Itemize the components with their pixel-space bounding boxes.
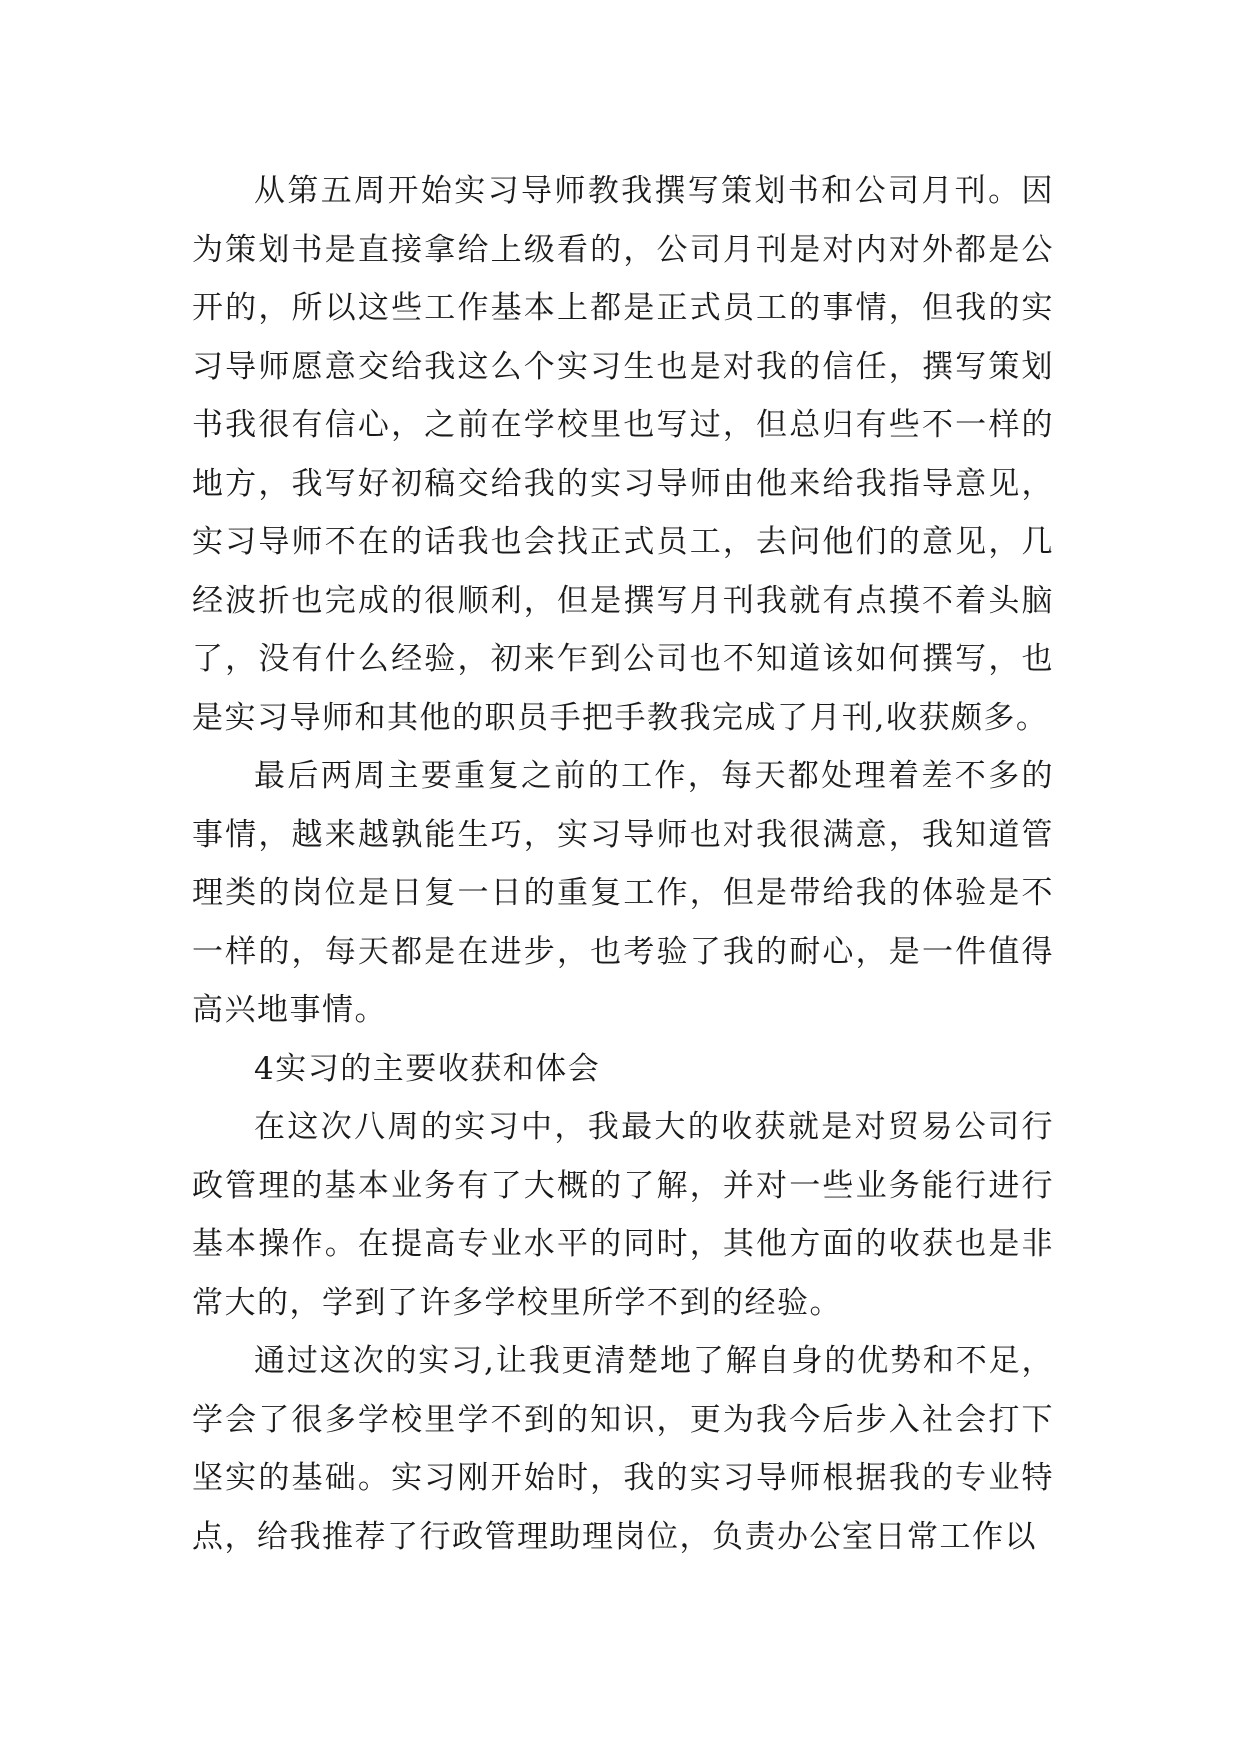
paragraph-last-two-weeks: 最后两周主要重复之前的工作，每天都处理着差不多的事情，越来越孰能生巧，实习导师也对我很满意，我知道管理类的岗位是日复一日的重复工作，但是带给我的体验是不一样的，每天都是在进步，也考验了我的耐心，是一件值得高兴地事情。 (192, 758, 1054, 1028)
section-heading-gains: 4实习的主要收获和体会 (254, 1050, 601, 1087)
paragraph-eight-weeks: 在这次八周的实习中，我最大的收获就是对贸易公司行政管理的基本业务有了大概的了解，并对一些业务能行进行基本操作。在提高专业水平的同时，其他方面的收获也是非常大的，学到了许多学校里所学不到的经验。 (192, 1109, 1054, 1321)
paragraph-strengths: 通过这次的实习,让我更清楚地了解自身的优势和不足，学会了很多学校里学不到的知识，更为我今后步入社会打下坚实的基础。实习刚开始时，我的实习导师根据我的专业特点，给我推荐了行政管理助理岗位，负责办公室日常工作以 (192, 1343, 1054, 1555)
document-body (192, 162, 1054, 1566)
paragraph-monthly-report: 从第五周开始实习导师教我撰写策划书和公司月刊。因为策划书是直接拿给上级看的，公司月刊是对内对外都是公开的，所以这些工作基本上都是正式员工的事情，但我的实习导师愿意交给我这么个实习生也是对我的信任，撰写策划书我很有信心，之前在学校里也写过，但总归有些不一样的地方，我写好初稿交给我的实习导师由他来给我指导意见，实习导师不在的话我也会找正式员工，去问他们的意见，几经波折也完成的很顺利，但是撰写月刊我就有点摸不着头脑了，没有什么经验，初来乍到公司也不知道该如何撰写，也是实习导师和其他的职员手把手教我完成了月刊,收获颇多。 (192, 173, 1054, 736)
